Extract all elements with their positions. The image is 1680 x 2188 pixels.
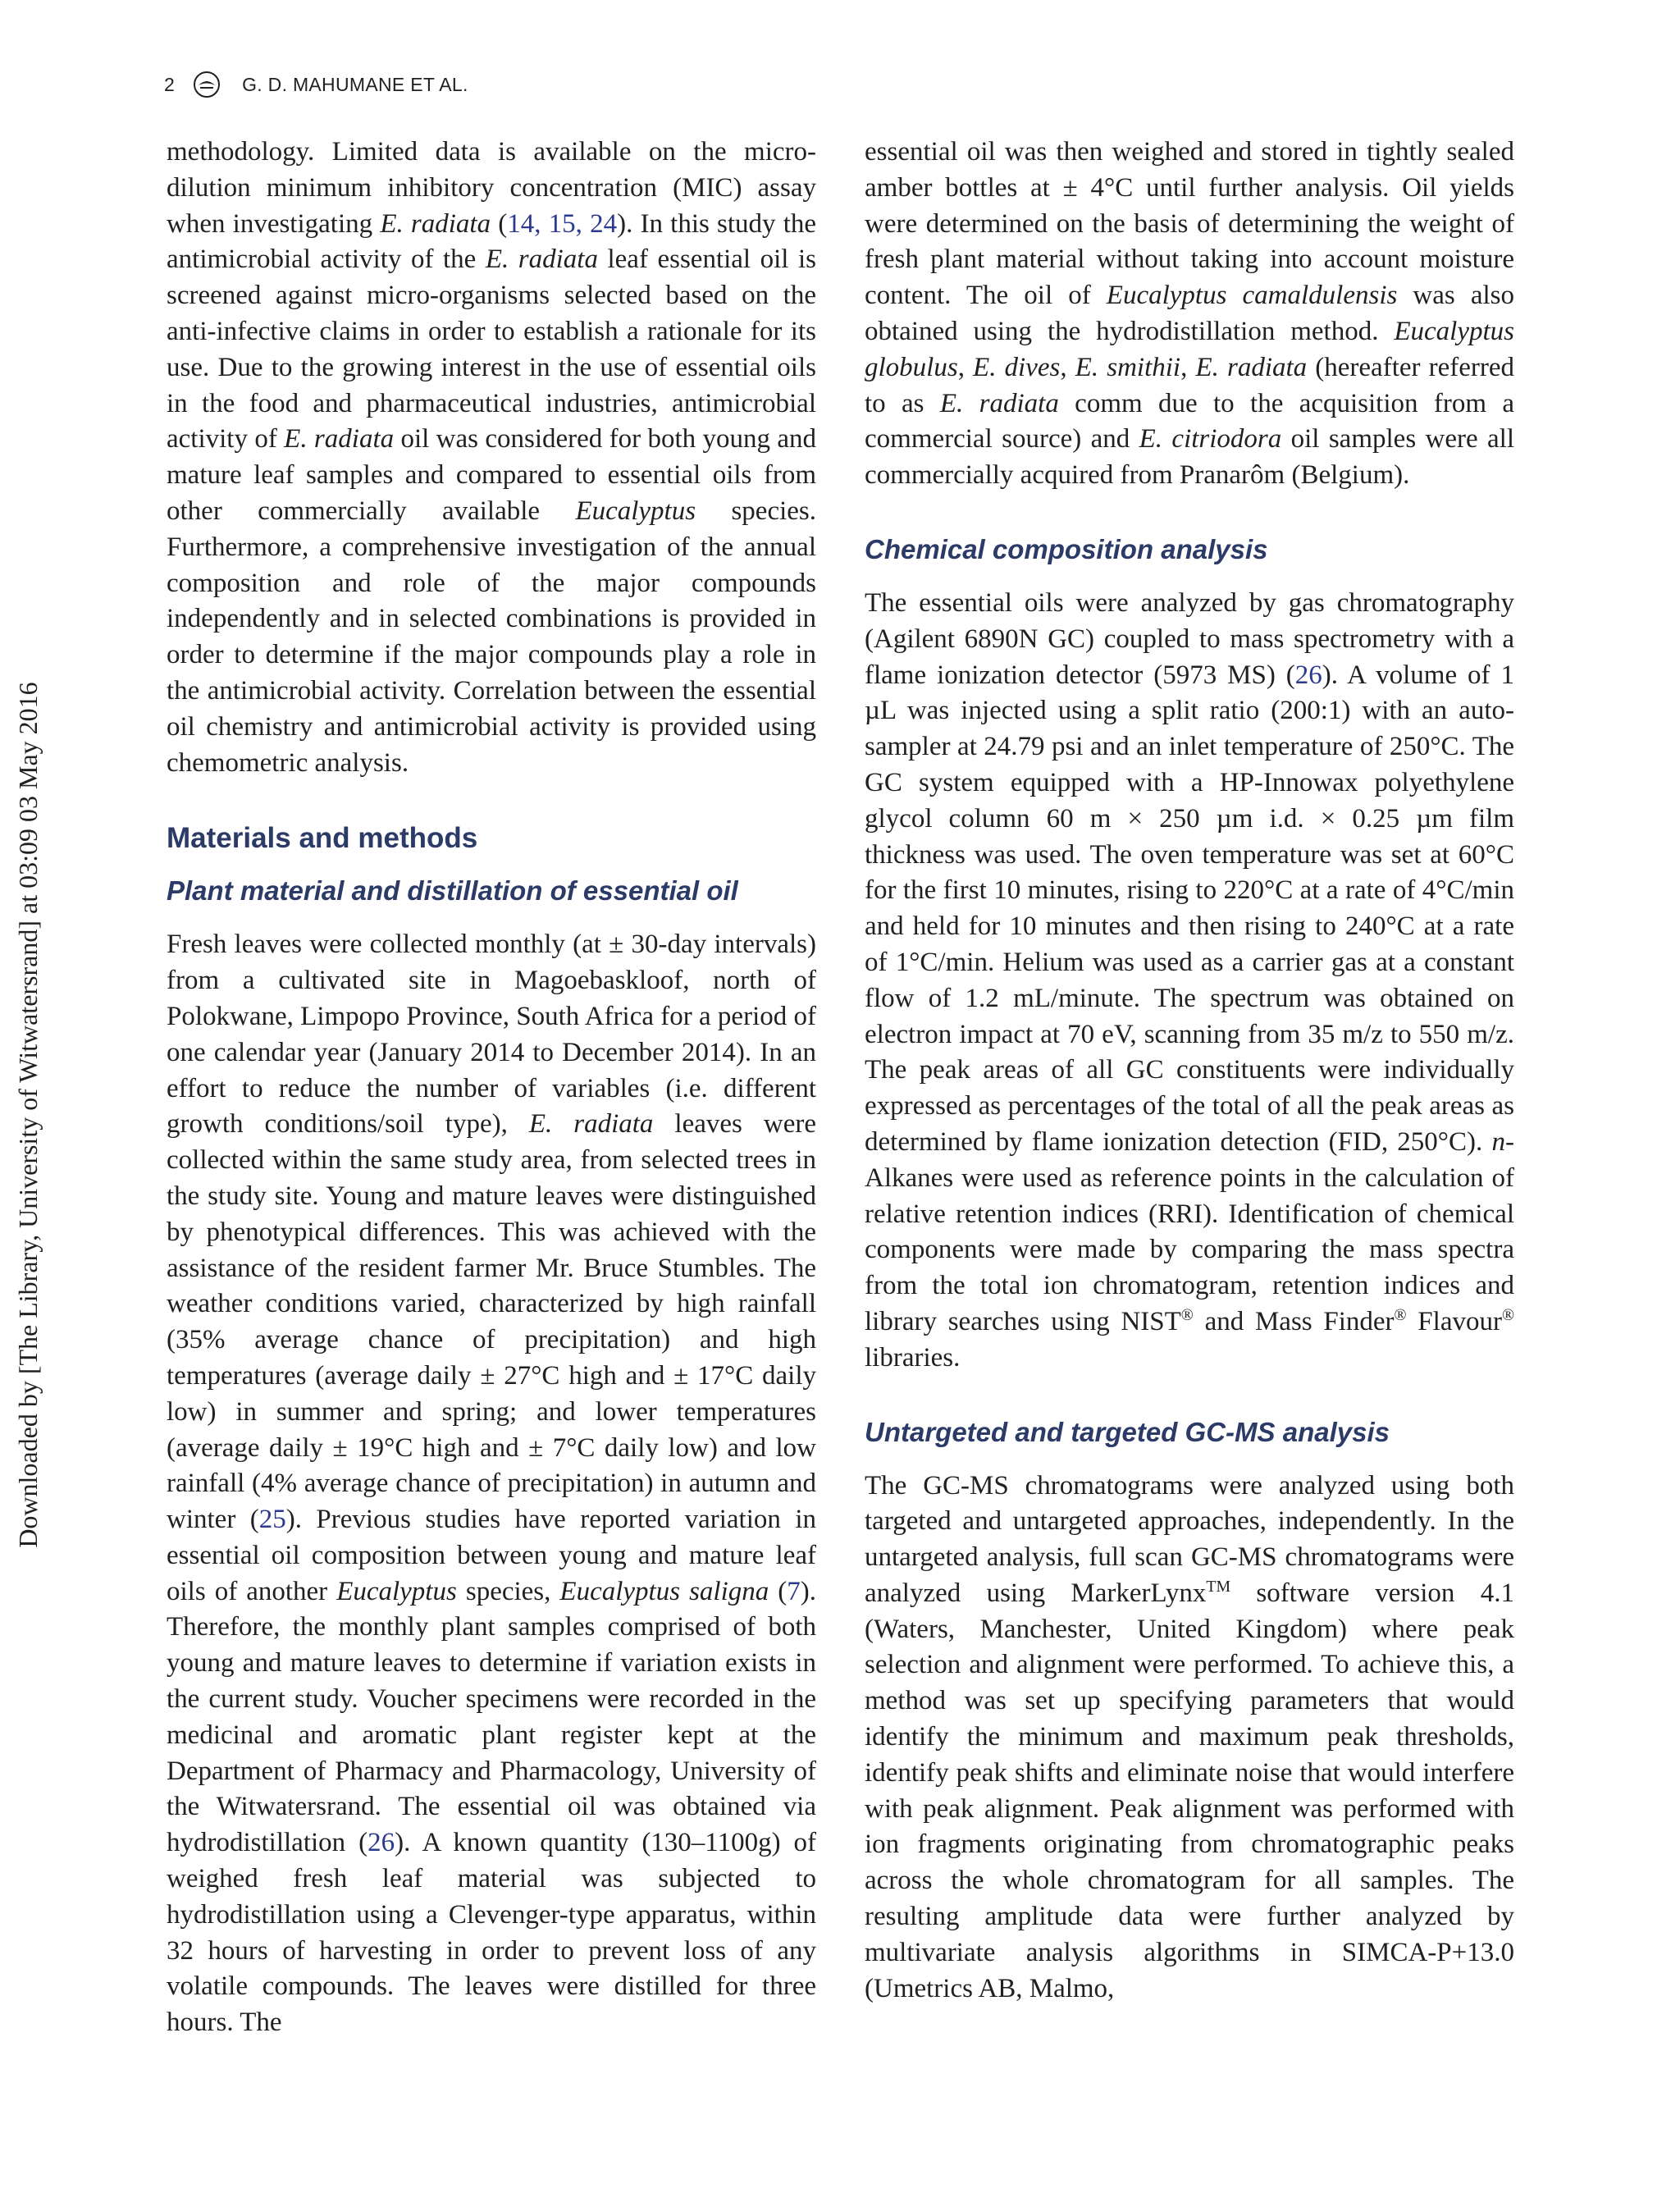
- text-run: software version 4.1 (Waters, Manchester, United Kingdom) where peak selection and alignment were performed. To achieve this, a method was set up specifying parameters that would identify the minimum and maximum peak thresholds, identify peak shifts and eliminate noise that would interfere with peak alignment. Peak alignment was performed with ion fragments originating from chromatographic peaks across the whole chromatogram for all samples. The resulting amplitude data were further analyzed by multivariate analysis algorithms in SIMCA-P+13.0 (Umetrics AB, Malmo,: [865, 1578, 1514, 2003]
- italic-term: E. citriodora: [1139, 424, 1282, 455]
- text-run: methodology. Limited data is available on the micro-dilution minimum inhibitory concentration (MIC) assay when investigating: [167, 137, 816, 239]
- running-header: [164, 72, 468, 97]
- page-number: 2: [164, 73, 176, 95]
- italic-term: E. radiata: [485, 244, 598, 275]
- intro-paragraph: [167, 135, 816, 781]
- reference-link[interactable]: 7: [787, 1576, 801, 1606]
- continued-paragraph: [865, 135, 1514, 494]
- text-run: ). A known quantity (130–1100g) of weighed fresh leaf material was subjected to hydrodistillation using a Clevenger-type apparatus, within 32 hours of harvesting in order to prevent loss of any volatile compounds. The leaves were distilled for three hours. The: [167, 1828, 817, 2038]
- text-run: ). In this study the antimicrobial activity of the: [167, 208, 817, 275]
- italic-term: E. radiata: [939, 388, 1059, 418]
- reference-link[interactable]: 25: [258, 1505, 286, 1535]
- text-run: and Mass Finder: [1193, 1306, 1395, 1336]
- italic-term: Eucalyptus saligna: [559, 1576, 769, 1606]
- text-run: -Alkanes were used as reference points in the calculation of relative retention indices (RRI). Identification of chemical components were made by comparing the mass spectra from the total ion chromatogram, retention indices and library searches using NIST: [865, 1126, 1514, 1336]
- text-run: leaves were collected within the same study area, from selected trees in the study site. Young and mature leaves were distinguished by phenotypical differences. This was achieved with the assistance of the resident farmer Mr. Bruce Stumbles. The weather conditions varied, characterized by high rainfall (35% average chance of precipitation) and high temperatures (average daily ± 27°C high and ± 17°C daily low) in summer and spring; and lower temperatures (average daily ± 19°C high and ± 7°C daily low) and low rainfall (4% average chance of precipitation) in autumn and winter (: [167, 1109, 816, 1535]
- italic-term: E. radiata: [528, 1109, 654, 1140]
- download-watermark: Downloaded by [The Library, University of Witwatersrand] at 03:09 03 May 2016: [13, 682, 43, 1548]
- text-run: ,: [957, 352, 974, 382]
- text-run: leaf essential oil is screened against micro-organisms selected based on the anti-infective claims in order to establish a rationale for its use. Due to the growing interest in the use of essential oils in the food and pharmaceutical industries, antimicrobial activity of: [167, 244, 816, 455]
- text-run: Fresh leaves were collected monthly (at ± 30-day intervals) from a cultivated site in Magoebaskloof, north of Polokwane, Limpopo Province, South Africa for a period of one calendar year (January 2014 to December 2014). In an effort to reduce the number of variables (i.e. different growth conditions/soil type),: [167, 930, 816, 1140]
- text-run: species,: [456, 1576, 560, 1606]
- text-run: Flavour: [1406, 1306, 1502, 1336]
- italic-term: Eucalyptus camaldulensis: [1106, 281, 1398, 311]
- gcms-analysis-heading: Untargeted and targeted GC-MS analysis: [865, 1416, 1390, 1447]
- italic-term: E. radiata: [1195, 352, 1308, 382]
- left-column: [167, 135, 816, 2041]
- italic-term: n: [1491, 1126, 1505, 1157]
- text-run: ). A volume of 1 µL was injected using a split ratio (200:1) with an auto-sampler at 24.79 psi and an inlet temperature of 250°C. The GC system equipped with a HP-Innowax polyethylene glycol column 60 m × 250 µm i.d. × 0.25 µm film thickness was used. The oven temperature was set at 60°C for the first 10 minutes, rising to 220°C at a rate of 4°C/min and held for 10 minutes and then rising to 240°C at a rate of 1°C/min. Helium was used as a carrier gas at a constant flow of 1.2 mL/minute. The spectrum was obtained on electron impact at 70 eV, scanning from 35 m/z to 550 m/z. The peak areas of all GC constituents were individually expressed as percentages of the total of all the peak areas as determined by flame ionization detection (FID, 250°C).: [865, 660, 1514, 1157]
- superscript-mark: ®: [1394, 1305, 1407, 1324]
- plant-material-paragraph: [167, 927, 816, 2041]
- gcms-analysis-paragraph: [865, 1469, 1514, 2008]
- reference-link[interactable]: 26: [368, 1828, 395, 1858]
- text-run: libraries.: [865, 1342, 961, 1373]
- italic-term: E. radiata: [284, 424, 395, 455]
- superscript-mark: ®: [1501, 1305, 1514, 1324]
- italic-term: E. smithii: [1075, 352, 1181, 382]
- subsection-heading: Plant material and distillation of essential oil: [167, 875, 738, 907]
- reference-link[interactable]: 14, 15, 24: [507, 208, 618, 239]
- text-run: (: [491, 208, 508, 239]
- italic-term: E. dives: [973, 352, 1061, 382]
- superscript-mark: ®: [1180, 1305, 1194, 1324]
- section-heading: Materials and methods: [167, 822, 478, 855]
- text-run: ,: [1180, 352, 1196, 382]
- superscript-mark: TM: [1206, 1577, 1231, 1596]
- chemical-composition-paragraph: [865, 586, 1514, 1377]
- italic-term: Eucalyptus: [336, 1576, 457, 1606]
- right-column: [865, 135, 1514, 2007]
- chemical-composition-heading: Chemical composition analysis: [865, 533, 1268, 564]
- text-run: was also obtained using the hydrodistillation method.: [865, 281, 1515, 346]
- text-run: species. Furthermore, a comprehensive investigation of the annual composition and role of the major compounds independently and in selected combinations is provided in order to determine if the major compounds play a role in the antimicrobial activity. Correlation between the essential oil chemistry and antimicrobial activity is provided using chemometric analysis.: [167, 496, 816, 778]
- text-run: comm due to the acquisition from a commercial source) and: [865, 388, 1515, 455]
- text-run: ). Therefore, the monthly plant samples comprised of both young and mature leaves to determine if variation exists in the current study. Voucher specimens were recorded in the medicinal and aromatic plant register kept at the Department of Pharmacy and Pharmacology, University of the Witwatersrand. The essential oil was obtained via hydrodistillation (: [167, 1576, 817, 1858]
- text-run: oil samples were all commercially acquired from Pranarôm (Belgium).: [865, 424, 1515, 491]
- text-run: (hereafter referred to as: [865, 352, 1514, 418]
- text-run: essential oil was then weighed and stored in tightly sealed amber bottles at ± 4°C until further analysis. Oil yields were determined on the basis of determining the weight of fresh plant material without taking into account moisture content. The oil of: [865, 137, 1514, 311]
- italic-term: Eucalyptus globulus: [865, 316, 1514, 382]
- reference-link[interactable]: 26: [1294, 660, 1322, 690]
- text-run: The essential oils were analyzed by gas chromatography (Agilent 6890N GC) coupled to mass spectrometry with a flame ionization detector (5973 MS) (: [865, 587, 1514, 690]
- italic-term: Eucalyptus: [575, 496, 696, 526]
- text-run: (: [769, 1576, 788, 1606]
- text-run: ,: [1060, 352, 1075, 382]
- journal-logo-icon: [193, 71, 221, 98]
- text-run: The GC-MS chromatograms were analyzed using both targeted and untargeted approaches, independently. In the untargeted analysis, full scan GC-MS chromatograms were analyzed using MarkerLynx: [865, 1470, 1514, 1608]
- running-head-authors: G. D. MAHUMANE ET AL.: [242, 73, 468, 95]
- text-run: ). Previous studies have reported variation in essential oil composition between young and mature leaf oils of another: [167, 1505, 817, 1606]
- text-run: oil was considered for both young and mature leaf samples and compared to essential oils from other commercially available: [167, 424, 816, 526]
- italic-term: E. radiata: [380, 208, 491, 239]
